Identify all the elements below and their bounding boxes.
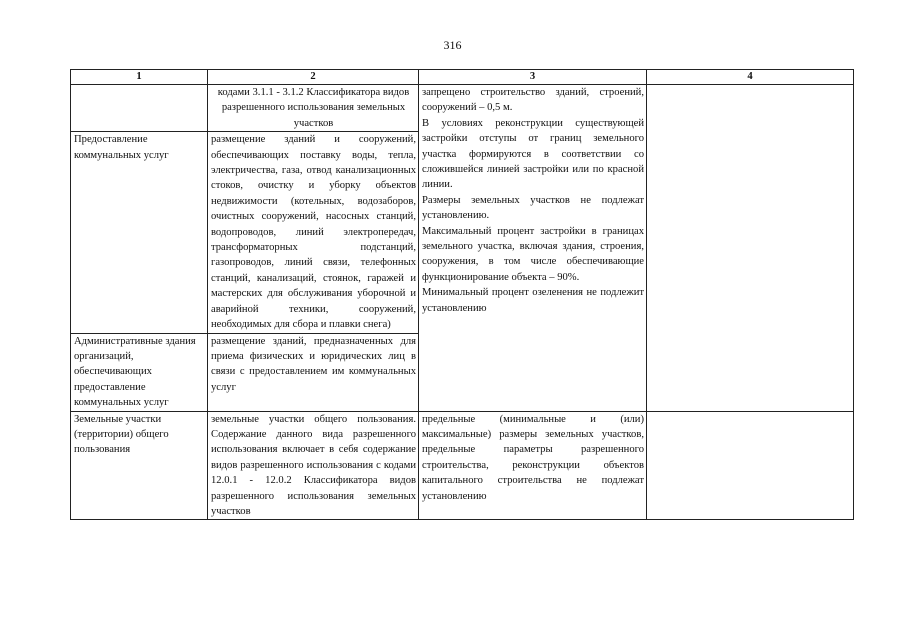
col3-paragraph: Максимальный процент застройки в границах земельного участка, включая здания, строения, сооружения, в том числе обеспечивающие функционирование объекта – 90%. [422,225,644,283]
table-row [71,411,854,520]
row3-col2: размещение зданий, предназначенных для приема физических и юридических лиц в связи с предоставлением им коммунальных услуг [208,333,419,411]
zoning-table [70,69,854,520]
table-row [71,85,854,132]
header-row [71,70,854,85]
merged-col4-cell [647,85,854,412]
header-col-4: 4 [647,70,854,85]
row2-col2: размещение зданий и сооружений, обеспечивающих поставку воды, тепла, электричества, газа, отвод канализационных стоков, очистку и уборку объектов недвижимости (котельных, водозаборов, очистных сооружений, насосных станций, водопроводов, линий электропередач, трансформаторных подстанций, газопроводов, линий связи, телефонных станций, канализаций, стоянок, гаражей и мастерских для обслуживания уборочной и аварийной техники, сооружений, необходимых для сбора и плавки снега) [208,132,419,333]
header-col-3: 3 [419,70,647,85]
row2-col1: Предоставление коммунальных услуг [71,132,208,333]
col3-paragraph: В условиях реконструкции существующей застройки отступы от границ земельного участка формируются в соответствии со сложившейся линией застройки или по красной линии. [422,117,644,191]
col3-paragraph: Минимальный процент озеленения не подлежит установлению [422,287,644,314]
page-number: 316 [443,38,462,52]
row4-col1: Земельные участки (территории) общего пользования [71,411,208,520]
col3-paragraph: Размеры земельных участков не подлежат установлению. [422,194,644,222]
merged-col3-cell [419,85,647,412]
col3-paragraph: запрещено строительство зданий, строений, сооружений – 0,5 м. [422,87,644,114]
row3-col1: Административные здания организаций, обеспечивающих предоставление коммунальных услуг [71,333,208,411]
header-col-1: 1 [71,70,208,85]
header-col-2: 2 [208,70,419,85]
row1-col1 [71,85,208,132]
row4-col3: предельные (минимальные и (или) максимальные) размеры земельных участков, предельные параметры разрешенного строительства, реконструкции объектов капитального строительства не подлежат установлению [419,411,647,520]
row4-col4 [647,411,854,520]
row1-col2: кодами 3.1.1 - 3.1.2 Классификатора видов разрешенного использования земельных участков [208,85,419,132]
row4-col2: земельные участки общего пользования. Содержание данного вида разрешенного использования включает в себя содержание видов разрешенного использования с кодами 12.0.1 - 12.0.2 Классификатора видов разрешенного использования земельных участков [208,411,419,520]
